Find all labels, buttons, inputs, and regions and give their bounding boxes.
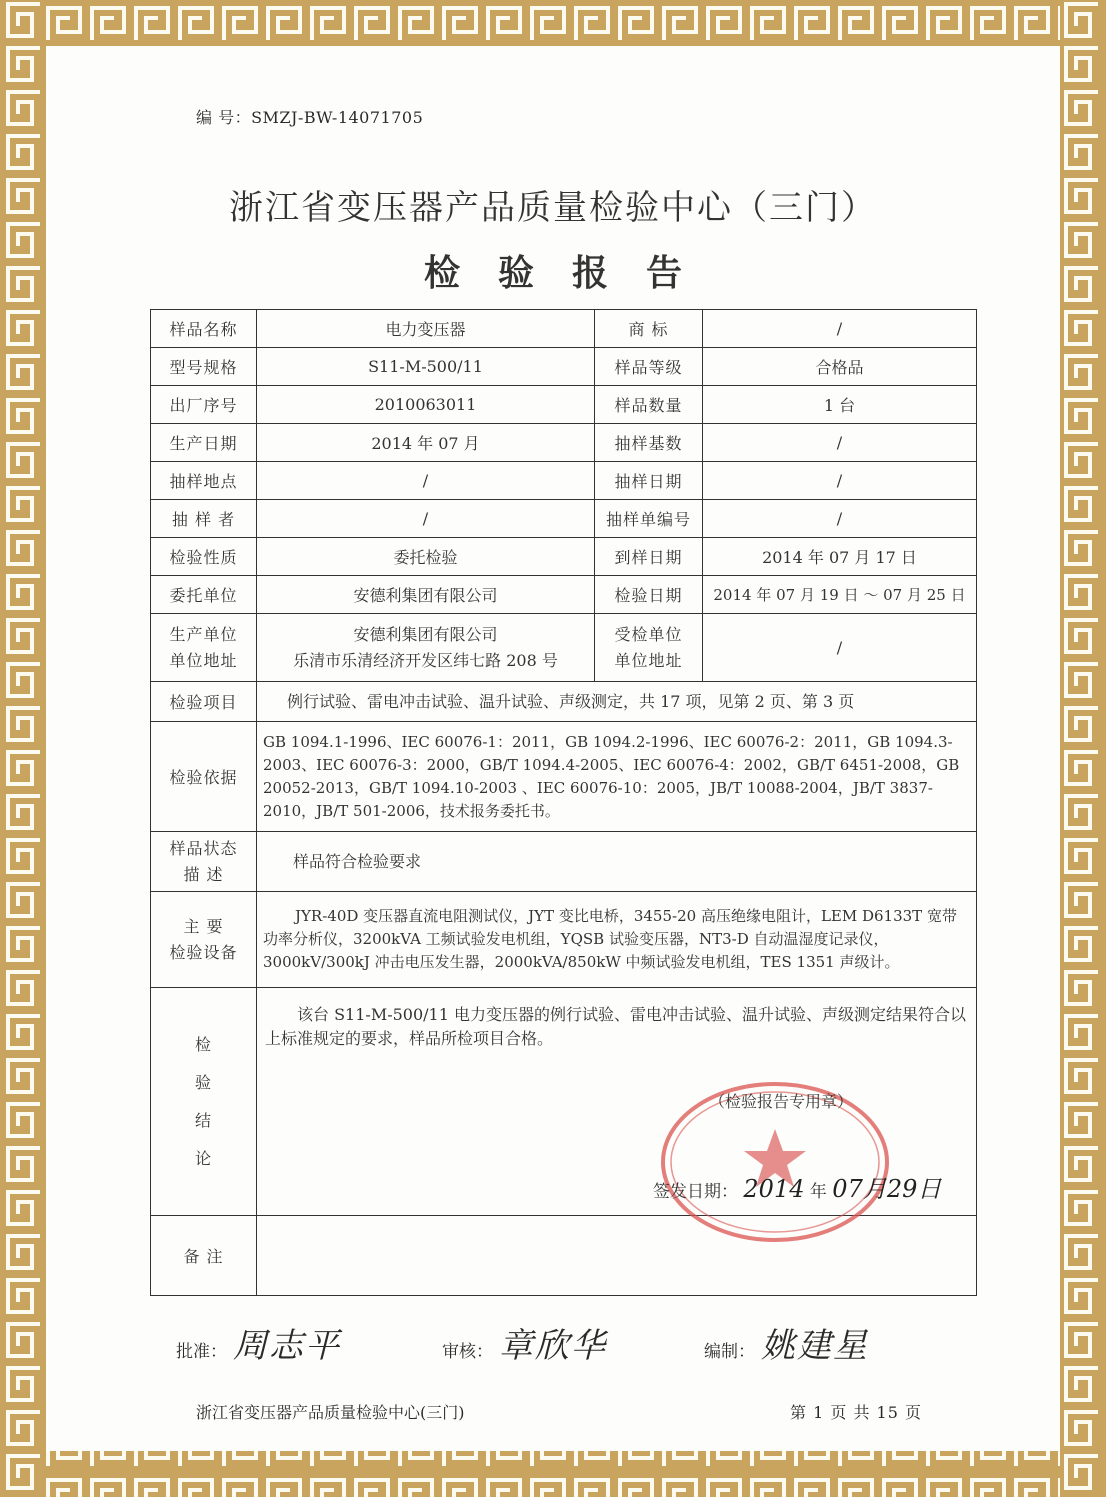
sampling-date-value: / (703, 462, 977, 500)
grade-label: 样品等级 (595, 348, 703, 386)
test-date-label: 检验日期 (595, 576, 703, 614)
sampling-place-value: / (257, 462, 595, 500)
nature-value: 委托检验 (257, 538, 595, 576)
table-row (151, 682, 977, 722)
arrival-label: 到样日期 (595, 538, 703, 576)
sampling-base-value: / (703, 424, 977, 462)
items-label: 检验项目 (151, 682, 257, 722)
conclusion-label (151, 988, 257, 1216)
sampler-label: 抽 样 者 (151, 500, 257, 538)
table-row (151, 348, 977, 386)
inspected-label (595, 614, 703, 682)
prod-date-label: 生产日期 (151, 424, 257, 462)
state-label (151, 832, 257, 892)
nature-label: 检验性质 (151, 538, 257, 576)
compile-signature: 姚建星 (761, 1326, 869, 1366)
reviewer (442, 1318, 607, 1367)
sample-name-value: 电力变压器 (257, 310, 595, 348)
approver (176, 1318, 341, 1367)
state-label-line1: 样品状态 (169, 838, 238, 858)
compiler (704, 1318, 869, 1367)
inspected-label-line1: 受检单位 (614, 624, 683, 644)
sample-name-label: 样品名称 (151, 310, 257, 348)
equipment-label-line1: 主 要 (183, 916, 224, 936)
sampling-place-label: 抽样地点 (151, 462, 257, 500)
arrival-value: 2014 年 07 月 17 日 (703, 538, 977, 576)
sign-year-handwritten: 2014 (743, 1174, 805, 1203)
table-row (151, 310, 977, 348)
producer-value (257, 614, 595, 682)
sampling-date-label: 抽样日期 (595, 462, 703, 500)
sampling-no-value: / (703, 500, 977, 538)
serial-value: 2010063011 (257, 386, 595, 424)
quantity-value: 1 台 (703, 386, 977, 424)
client-label: 委托单位 (151, 576, 257, 614)
table-row (151, 462, 977, 500)
conclusion-text: 该台 S11-M-500/11 电力变压器的例行试验、雷电冲击试验、温升试验、声级测定结果符合以上标准规定的要求，样品所检项目合格。 (265, 1004, 966, 1048)
sign-year-unit: 年 (809, 1181, 827, 1202)
table-row (151, 614, 977, 682)
test-date-value: 2014 年 07 月 19 日 ～ 07 月 25 日 (703, 576, 977, 614)
conclusion-label-char: 验 (194, 1072, 212, 1092)
prod-date-value: 2014 年 07 月 (257, 424, 595, 462)
producer-label (151, 614, 257, 682)
grade-value: 合格品 (703, 348, 977, 386)
basis-value: GB 1094.1-1996、IEC 60076-1：2011，GB 1094.2-1996、IEC 60076-2：2011，GB 1094.3-2003、IEC 60076-3：2000，GB/T 1094.4-2005、IEC 60076-4：2002，GB/T 6451-2008，GB 20052-2013，GB/T 1094.10-2003 、IEC 60076-10：2005，JB/T 10088-2004，JB/T 3837-2010，JB/T 501-2006，技术报务委托书。 (257, 722, 977, 832)
report-number: 编 号：SMZJ-BW-14071705 (196, 108, 424, 127)
brand-value: / (703, 310, 977, 348)
approve-label: 批准： (176, 1342, 227, 1362)
table-row (151, 424, 977, 462)
table-row (151, 988, 977, 1216)
conclusion-label-char: 结 (194, 1110, 212, 1130)
table-row (151, 832, 977, 892)
items-value: 例行试验、雷电冲击试验、温升试验、声级测定，共 17 项，见第 2 页、第 3 页 (257, 682, 977, 722)
organization-title: 浙江省变压器产品质量检验中心（三门） (229, 188, 877, 228)
sampling-base-label: 抽样基数 (595, 424, 703, 462)
brand-label: 商 标 (595, 310, 703, 348)
serial-label: 出厂序号 (151, 386, 257, 424)
state-value: 样品符合检验要求 (257, 832, 977, 892)
inspected-label-line2: 单位地址 (614, 650, 683, 670)
sign-date-label: 签发日期： (653, 1181, 738, 1202)
footer-organization: 浙江省变压器产品质量检验中心(三门) (196, 1403, 465, 1422)
table-row (151, 892, 977, 988)
producer-address: 乐清市乐清经济开发区纬七路 208 号 (293, 650, 558, 670)
table-row (151, 538, 977, 576)
model-value: S11-M-500/11 (257, 348, 595, 386)
table-row (151, 576, 977, 614)
sign-date (653, 1169, 941, 1204)
model-label: 型号规格 (151, 348, 257, 386)
producer-label-line2: 单位地址 (169, 650, 238, 670)
approve-signature: 周志平 (233, 1326, 341, 1366)
client-value: 安德利集团有限公司 (257, 576, 595, 614)
review-signature: 章欣华 (499, 1326, 607, 1366)
remarks-label: 备 注 (151, 1216, 257, 1296)
conclusion-cell (257, 988, 977, 1216)
seal-text: （检验报告专用章） (709, 1091, 854, 1111)
equipment-label-line2: 检验设备 (169, 942, 238, 962)
basis-label: 检验依据 (151, 722, 257, 832)
table-row (151, 500, 977, 538)
conclusion-label-char: 检 (194, 1034, 212, 1054)
sign-month-day-handwritten: 07月29日 (832, 1174, 942, 1203)
producer-name: 安德利集团有限公司 (353, 624, 498, 644)
compile-label: 编制： (704, 1342, 755, 1362)
review-label: 审核： (442, 1342, 493, 1362)
equipment-value: JYR-40D 变压器直流电阻测试仪，JYT 变比电桥，3455-20 高压绝缘电阻计，LEM D6133T 宽带功率分析仪，3200kVA 工频试验发电机组，YQSB 试验变压器，NT3-D 自动温湿度记录仪，3000kV/300kJ 冲击电压发生器，2000kVA/850kW 中频试验发电机组，TES 1351 声级计。 (257, 892, 977, 988)
footer-page-number: 第 1 页 共 15 页 (790, 1403, 922, 1422)
quantity-label: 样品数量 (595, 386, 703, 424)
conclusion-label-char: 论 (194, 1148, 212, 1168)
table-row (151, 722, 977, 832)
inspected-value: / (703, 614, 977, 682)
sampler-value: / (257, 500, 595, 538)
producer-label-line1: 生产单位 (169, 624, 238, 644)
document-title: 检验报告 (423, 252, 720, 294)
equipment-label (151, 892, 257, 988)
sampling-no-label: 抽样单编号 (595, 500, 703, 538)
state-label-line2: 描 述 (183, 864, 224, 884)
table-row (151, 386, 977, 424)
report-table (150, 309, 977, 1296)
